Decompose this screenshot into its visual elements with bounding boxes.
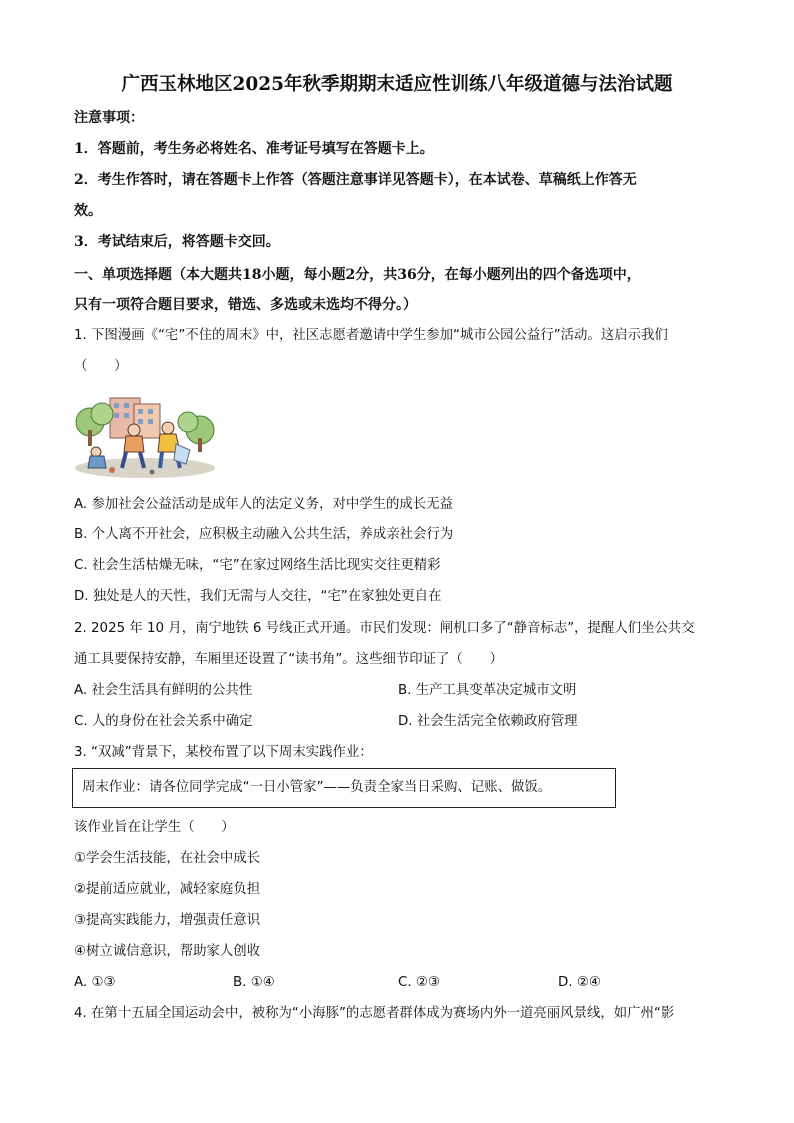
q1-option-d: D. 独处是人的天性，我们无需与人交往，“宅”在家独处更自在 bbox=[74, 589, 442, 604]
q1-option-b: B. 个人离不开社会，应积极主动融入公共生活，养成亲社会行为 bbox=[74, 527, 454, 542]
section-heading-line2: 只有一项符合题目要求，错选、多选或未选均不得分。） bbox=[74, 297, 417, 313]
q3-option-a: A. ①③ bbox=[74, 975, 116, 990]
q3-statement-4: ④树立诚信意识，帮助家人创收 bbox=[74, 944, 261, 959]
q3-option-d: D. ②④ bbox=[558, 975, 601, 990]
q3-statement-2: ②提前适应就业，减轻家庭负担 bbox=[74, 882, 261, 897]
notice-item-3: 3．考试结束后，将答题卡交回。 bbox=[74, 234, 280, 250]
notice-item-1: 1．答题前，考生务必将姓名、准考证号填写在答题卡上。 bbox=[74, 141, 434, 157]
q1-option-c: C. 社会生活枯燥无味，“宅”在家过网络生活比现实交往更精彩 bbox=[74, 558, 441, 573]
q1-cartoon-image bbox=[72, 390, 218, 482]
q2-option-d: D. 社会生活完全依赖政府管理 bbox=[398, 714, 578, 729]
q1-stem: 1. 下图漫画《“宅”不住的周末》中，社区志愿者邀请中学生参加“城市公园公益行”活动。这启示我们 bbox=[74, 328, 668, 343]
q3-statement-1: ①学会生活技能，在社会中成长 bbox=[74, 851, 261, 866]
q3-option-b: B. ①④ bbox=[233, 975, 275, 990]
notice-heading: 注意事项： bbox=[74, 110, 144, 126]
q2-stem-cont: 通工具要保持安静，车厢里还设置了“读书角”。这些细节印证了（ ） bbox=[74, 652, 503, 667]
q2-option-a: A. 社会生活具有鲜明的公共性 bbox=[74, 683, 253, 698]
section-heading-line1: 一、单项选择题（本大题共18小题，每小题2分，共36分，在每小题列出的四个备选项中， bbox=[74, 267, 641, 283]
notice-item-2-cont: 效。 bbox=[74, 203, 102, 219]
notice-item-2: 2．考生作答时，请在答题卡上作答（答题注意事详见答题卡），在本试卷、草稿纸上作答无 bbox=[74, 172, 637, 188]
q3-homework-text: 周末作业：请各位同学完成“一日小管家”——负责全家当日采购、记账、做饭。 bbox=[82, 780, 552, 795]
q3-statement-3: ③提高实践能力，增强责任意识 bbox=[74, 913, 261, 928]
q1-option-a: A. 参加社会公益活动是成年人的法定义务，对中学生的成长无益 bbox=[74, 497, 453, 512]
q1-paren: （ ） bbox=[74, 359, 128, 374]
q3-question: 该作业旨在让学生（ ） bbox=[74, 820, 235, 835]
q3-homework-box bbox=[72, 768, 616, 808]
q3-stem: 3. “双减”背景下，某校布置了以下周末实践作业： bbox=[74, 745, 373, 760]
q2-option-c: C. 人的身份在社会关系中确定 bbox=[74, 714, 253, 729]
q4-stem: 4. 在第十五届全国运动会中，被称为“小海豚”的志愿者群体成为赛场内外一道亮丽风景线，如广州“影 bbox=[74, 1006, 675, 1021]
q2-option-b: B. 生产工具变革决定城市文明 bbox=[398, 683, 577, 698]
page-title: 广西玉林地区2025年秋季期期末适应性训练八年级道德与法治试题 bbox=[121, 74, 673, 95]
q2-stem: 2. 2025 年 10 月，南宁地铁 6 号线正式开通。市民们发现：闸机口多了“静音标志”，提醒人们坐公共交 bbox=[74, 621, 695, 636]
q3-option-c: C. ②③ bbox=[398, 975, 440, 990]
